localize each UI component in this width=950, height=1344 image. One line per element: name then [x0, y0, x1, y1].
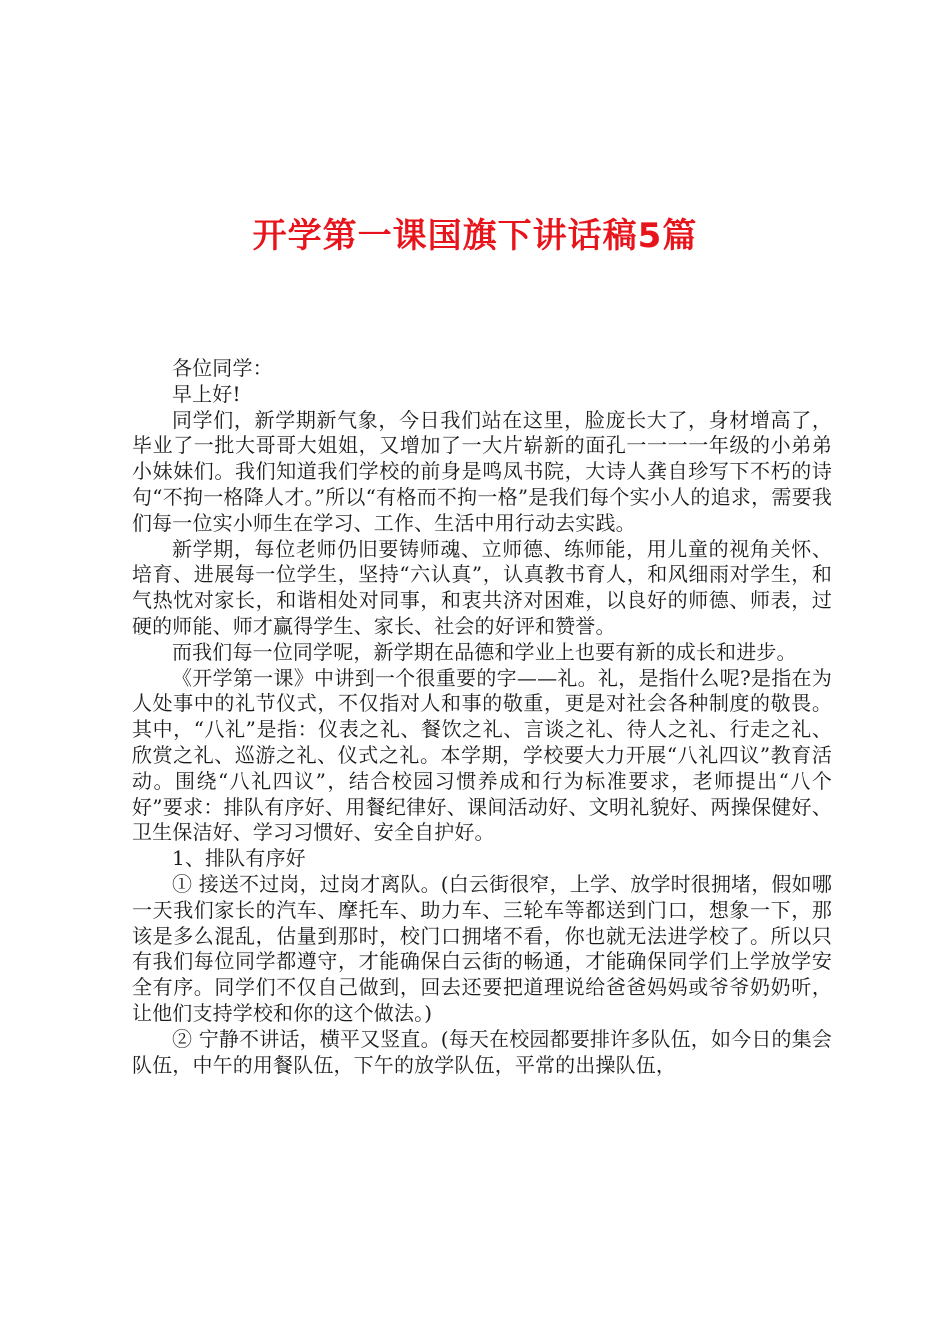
- paragraph: ② 宁静不讲话，横平又竖直。(每天在校园都要排许多队伍，如今日的集会队伍，中午的用餐队伍，下午的放学队伍，平常的出操队伍，: [132, 1026, 832, 1077]
- paragraph-greeting: 早上好!: [172, 381, 241, 406]
- document-title: 开学第一课国旗下讲话稿5篇: [252, 216, 698, 256]
- document-body: [132, 356, 832, 1078]
- section-heading: 1、排队有序好: [172, 846, 306, 871]
- paragraph: 而我们每一位同学呢，新学期在品德和学业上也要有新的成长和进步。: [172, 639, 797, 664]
- paragraph: 同学们，新学期新气象，今日我们站在这里，脸庞长大了，身材增高了，毕业了一批大哥哥大姐姐，又增加了一大片崭新的面孔一一一一年级的小弟弟小妹妹们。我们知道我们学校的前身是鸣凤书院，大诗人龚自珍写下不朽的诗句“不拘一格降人才。”所以“有格而不拘一格”是我们每个实小人的追求，需要我们每一位实小师生在学习、工作、生活中用行动去实践。: [132, 407, 832, 535]
- paragraph: ① 接送不过岗，过岗才离队。(白云街很窄，上学、放学时很拥堵，假如哪一天我们家长的汽车、摩托车、助力车、三轮车等都送到门口，想象一下，那该是多么混乱，估量到那时，校门口拥堵不看，你也就无法进学校了。所以只有我们每位同学都遵守，才能确保白云街的畅通，才能确保同学们上学放学安全有序。同学们不仅自己做到，回去还要把道理说给爸爸妈妈或爷爷奶奶听，让他们支持学校和你的这个做法。): [132, 871, 832, 1025]
- paragraph-salutation: 各位同学：: [172, 356, 273, 380]
- paragraph: 《开学第一课》中讲到一个很重要的字——礼。礼，是指什么呢?是指在为人处事中的礼节仪式，不仅指对人和事的敬重，更是对社会各种制度的敬畏。其中，“八礼”是指：仪表之礼、餐饮之礼、言谈之礼、待人之礼、行走之礼、欣赏之礼、巡游之礼、仪式之礼。本学期，学校要大力开展“八礼四议”教育活动。围绕“八礼四议”，结合校园习惯养成和行为标准要求，老师提出“八个好”要求：排队有序好、用餐纪律好、课间活动好、文明礼貌好、两操保健好、卫生保洁好、学习习惯好、安全自护好。: [132, 665, 832, 845]
- paragraph: 新学期，每位老师仍旧要铸师魂、立师德、练师能，用儿童的视角关怀、培育、进展每一位学生，坚持“六认真”，认真教书育人，和风细雨对学生，和气热忱对家长，和谐相处对同事，和衷共济对困难，以良好的师德、师表，过硬的师能、师才赢得学生、家长、社会的好评和赞誉。: [132, 536, 832, 638]
